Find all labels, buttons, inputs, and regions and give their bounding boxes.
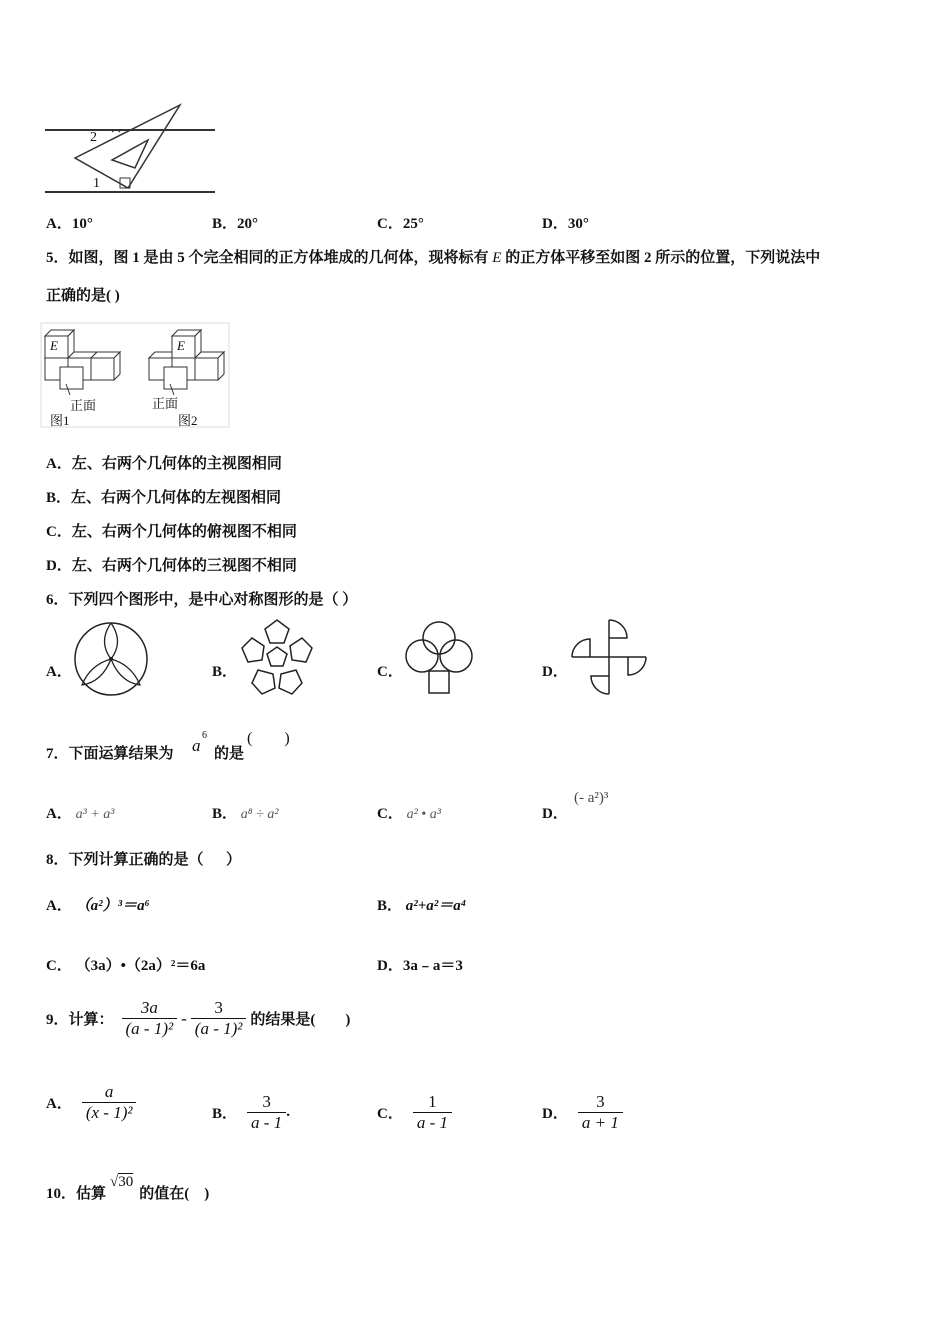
q8-stem: 8．下列计算正确的是（ ） [46,852,242,868]
q5-fig1-cube-label: E [50,338,58,353]
q4-figure [40,100,220,200]
q5-option-b[interactable]: B．左、右两个几何体的左视图相同 [46,490,282,506]
q7-option-c[interactable]: C． a² • a³ [377,806,441,822]
q7-power-base: a [192,736,201,755]
q4-option-b[interactable]: B．20° [212,216,259,232]
q6-option-c[interactable]: C． [377,664,403,680]
q7-option-d-expr: (- a²)³ [574,790,609,806]
q4-option-d[interactable]: D．30° [542,216,589,232]
q6-figure-d-pinwheel [570,618,648,696]
q9-option-a-fraction: $\frac{a}{\text{(x - 1)²}}$ [82,1082,137,1123]
q6-option-d[interactable]: D． [542,664,568,680]
sqrt-icon: √ [110,1174,119,1190]
q8-option-d[interactable]: D．3a﹣a＝3 [377,958,463,974]
q9-option-d[interactable]: D． $\frac{3}{a + 1}$ [542,1092,623,1133]
q5-option-a[interactable]: A．左、右两个几何体的主视图相同 [46,456,282,472]
q6-figure-a-circle-tripetal [72,620,150,698]
q7-stem: 7．下面运算结果为 [46,746,174,762]
q5-fig1-front-label: 正面 [70,398,97,413]
q7-stem-tail: 的是 [214,746,245,762]
q5-fig2-caption: 图2 [178,413,198,428]
q10-stem: 10．估算 √30 的值在( ) [46,1174,210,1202]
q8-option-c[interactable]: C． （3a）•（2a）²＝6a [46,958,206,974]
q8-option-b[interactable]: B． a²+a²＝a⁴ [377,898,467,914]
q5-fig1-caption: 图1 [50,413,70,428]
q7-power-exp: 6 [202,730,207,741]
q10-radical: √30 [110,1174,134,1190]
q7-answer-paren: ( ) [247,730,290,747]
q4-option-a[interactable]: A．10° [46,216,93,232]
q4-option-c[interactable]: C．25° [377,216,424,232]
q6-figure-b-pentagons [236,616,318,698]
q5-option-c[interactable]: C．左、右两个几何体的俯视图不相同 [46,524,297,540]
q9-option-b-fraction: $\frac{3}{a - 1}$ [247,1092,286,1133]
q9-option-b[interactable]: B． $\frac{3}{a - 1}$ . [212,1092,290,1132]
q9-stem: 9．计算： $\frac{3a}{\text{(a - 1)²}}$ - $\frac{3}{\text{(a - 1)²}}$ 的结果是( ) [46,998,351,1038]
q4-angle-2-label: 2 [90,130,97,145]
q6-figure-c-circles-square [402,620,476,696]
q6-option-b[interactable]: B． [212,664,238,680]
q5-option-d[interactable]: D．左、右两个几何体的三视图不相同 [46,558,297,574]
q5-fig2-cube-label: E [177,338,185,353]
q9-fraction-2: $\frac{3}{\text{(a - 1)²}}$ [191,998,247,1039]
q9-option-c-fraction: $\frac{1}{a - 1}$ [413,1092,452,1133]
q6-stem: 6．下列四个图形中，是中心对称图形的是（ ） [46,592,358,608]
q7-option-b[interactable]: B． a⁸ ÷ a² [212,806,279,822]
q5-fig2-front-label: 正面 [152,396,179,411]
q8-option-a[interactable]: A． （a²）³＝a⁶ [46,898,150,914]
q7-option-d[interactable]: D． [542,806,568,822]
q5-stem: 5．如图，图 1 是由 5 个完全相同的正方体堆成的几何体，现将标有 E 的正方体平移至如图 2 所示的位置，下列说法中 [46,250,821,266]
q7-option-a[interactable]: A． a³ + a³ [46,806,115,822]
q6-option-a[interactable]: A． [46,664,72,680]
q9-option-d-fraction: $\frac{3}{a + 1}$ [578,1092,623,1133]
q9-option-c[interactable]: C． $\frac{1}{a - 1}$ [377,1092,452,1133]
q5-stem-line2: 正确的是( ) [46,288,120,304]
q4-angle-1-label: 1 [93,176,100,191]
q9-fraction-1: $\frac{3a}{\text{(a - 1)²}}$ [122,998,178,1039]
q9-option-a[interactable]: A． $\frac{a}{\text{(x - 1)²}}$ [46,1082,136,1123]
